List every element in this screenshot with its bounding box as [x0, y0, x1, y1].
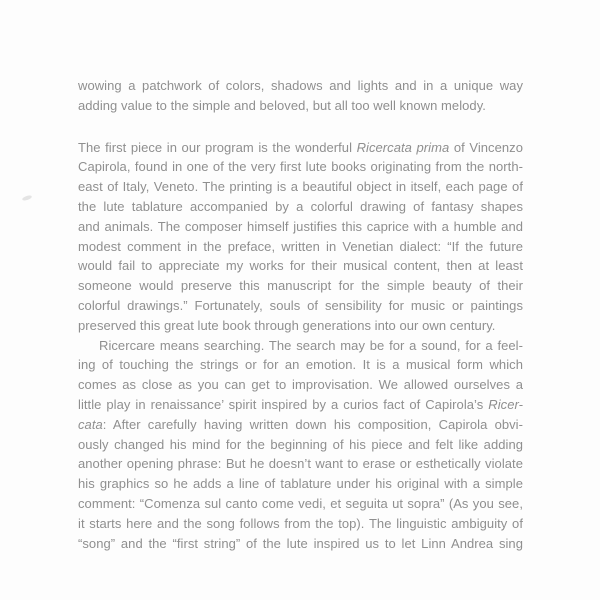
paragraph-2	[78, 138, 523, 336]
text-line: cata: After carefully having written down his composition, Capirola obvi-	[78, 416, 523, 432]
text-line: would fail to appreciate my works for their musical content, then at least	[78, 258, 523, 274]
scan-speck	[22, 195, 33, 202]
text-line: ously changed his mind for the beginning of his piece and felt like adding	[78, 436, 523, 452]
text-line: preserved this great lute book through generations into our own century.	[78, 317, 496, 333]
text-line: another opening phrase: But he doesn’t want to erase or esthetically violate	[78, 456, 523, 472]
text-line: adding value to the simple and beloved, but all too well known melody.	[78, 97, 486, 113]
text-line: ing of touching the strings or for an emotion. It is a musical form which	[78, 357, 523, 373]
text-line: Capirola, found in one of the very first lute books originating from the north-	[78, 159, 523, 175]
paragraph-3	[78, 336, 523, 554]
text-line: colorful drawings.” Fortunately, souls of sensibility for music or paintings	[78, 297, 523, 313]
text-line: his graphics so he adds a line of tablature under his original with a simple	[78, 476, 523, 492]
text-line: Ricercare means searching. The search may be for a sound, for a feel-	[99, 337, 523, 353]
text-block	[78, 76, 523, 553]
text-line: little play in renaissance’ spirit inspired by a curios fact of Capirola’s Ricer-	[78, 396, 523, 412]
text-line: comment: “Comenza sul canto come vedi, et seguita ut sopra” (As you see,	[78, 495, 523, 511]
text-line: the lute tablature accompanied by a colorful drawing of fantasy shapes	[78, 198, 523, 214]
text-line: east of Italy, Veneto. The printing is a beautiful object in itself, each page of	[78, 179, 523, 195]
paragraph-1	[78, 76, 523, 116]
text-line: wowing a patchwork of colors, shadows and lights and in a unique way	[78, 78, 523, 93]
text-line: comes as close as you can get to improvisation. We allowed ourselves a	[78, 377, 523, 393]
text-line: “song” and the “first string” of the lute inspired us to let Linn Andrea sing	[78, 535, 523, 551]
text-line: someone would preserve this manuscript for the simple beauty of their	[78, 278, 523, 294]
text-line: The first piece in our program is the wonderful Ricercata prima of Vincenzo	[78, 139, 523, 155]
text-line: it starts here and the song follows from the top). The linguistic ambiguity of	[78, 515, 523, 531]
text-line: modest comment in the preface, written in Venetian dialect: “If the future	[78, 238, 523, 254]
text-line: and animals. The composer himself justifies this caprice with a humble and	[78, 218, 523, 234]
